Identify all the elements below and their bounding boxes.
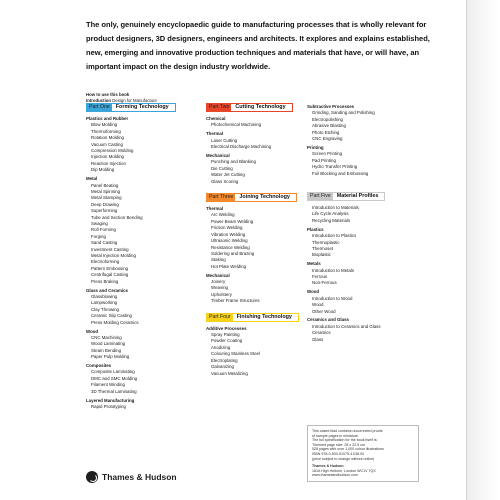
part-two-header [206,103,302,112]
section-heading: Metals [307,261,321,267]
process-list-item: Press Molding Ceramics [91,319,139,325]
process-list-item: Lampworking [91,300,118,306]
process-list-item: CNC Engraving [312,136,343,142]
process-list-item: Staking [211,257,226,263]
part-two-title: Cutting Technology [231,103,292,112]
page-edge [466,0,500,500]
process-list-item: Colouring Stainless Steel [211,351,261,357]
process-list-item: Ceramic Slip Casting [91,313,132,319]
process-list-item: Introduction to Wood [312,295,353,301]
process-list-item: Other Wood [312,308,336,314]
process-list-item: Weaving [211,285,229,291]
process-list-item: Power Beam Welding [211,218,254,224]
process-list-item: Metal Spinning [91,188,121,194]
section-heading: Mechanical [206,153,230,159]
info-box [307,425,419,482]
process-list-item: Abrasive Blasting [312,123,346,129]
process-list-item: Arc Welding [211,212,235,218]
logo-text: Thames & Hudson [102,472,177,482]
process-list-item: Wood [312,302,324,308]
process-list-item: Friction Welding [211,225,243,231]
process-list-item: Die Cutting [211,165,233,171]
process-list-item: Introduction to Ceramics and Glass [312,323,381,329]
process-list-item: Punching and Blanking [211,159,256,165]
info-line: of sample pages in miniature. [312,433,359,438]
process-list-item: Investment Casting [91,246,129,252]
section-heading: Subtractive Processes [307,104,355,109]
process-list-item: CNC Machining [91,334,122,340]
process-list-item: 3D Thermal Laminating [91,388,137,394]
forming-list [86,116,198,410]
info-line: This cased blad contains uncorrected proofs [312,429,383,433]
process-list-item: Glass Scoring [211,178,239,184]
section-heading: Additive Processes [206,325,247,331]
process-list-item: Hydro Transfer Printing [312,164,358,170]
process-list-item: Galvanizing [211,364,234,370]
process-list-item: Life Cycle Analysis [312,211,349,217]
process-list-item: Rapid Prototyping [91,403,126,409]
process-list-item: Vacuum Casting [91,141,123,147]
finishing-list [206,326,302,377]
section-heading: Printing [307,144,324,150]
process-list-item: Bioplastic [312,252,331,258]
process-list-item: Photochemical Machining [211,122,262,128]
process-list-item: Deep Drawing [91,201,119,207]
process-list-item: Vacuum Metalizing [211,370,248,376]
process-list-item: Superforming [91,208,118,214]
info-line: (price subject to change without notice) [312,456,375,461]
process-list-item: Compression Molding [91,148,134,154]
publisher-website: www.thamesandhudson.com [312,473,358,478]
process-list-item: Dip Molding [91,167,115,173]
process-list-item: Introduction to Metals [312,267,354,273]
section-heading: Plastics [307,226,324,232]
process-list-item: Electroforming [91,259,120,265]
process-list-item: Glass [312,336,324,342]
process-list-item: Injection Molding [91,154,124,160]
section-heading: Ceramics and Glass [307,317,349,323]
process-list-item: Rotation Molding [91,135,124,141]
process-list-item: Electrical Discharge Machining [211,144,272,150]
part-five-header [307,192,419,201]
part-four-number: Part Four [206,313,233,322]
process-list-item: Electroplating [211,357,238,363]
section-heading: Thermal [206,131,224,137]
dolphin-logo-icon [86,471,98,483]
process-list-item: Wood Laminating [91,341,126,347]
how-to-title: How to use this book [86,92,130,97]
part-one-number: Part One [86,103,112,112]
process-list-item: Glassblowing [91,293,118,299]
process-list-item: Paper Pulp Molding [91,354,130,360]
section-heading: Plastics and Rubber [86,116,129,121]
process-list-item: Ceramics [312,330,331,336]
part-three-title: Joining Technology [235,193,297,202]
section-heading: Layered Manufacturing [86,397,135,403]
process-list-item: Steam Bending [91,347,122,353]
process-list-item: Vibration Welding [211,231,246,237]
process-list-item: Blow Molding [91,122,118,128]
process-list-item: Electropolishing [312,116,343,122]
section-heading: Wood [86,328,99,334]
info-line: ISBN 978-0-500-51075-4 £38.00 [312,451,365,456]
part-five-number: Part Five [307,192,333,201]
process-list-item: Centrifugal Casting [91,272,129,278]
process-list-item: Timber Frame Structures [211,298,260,304]
column-two [206,103,302,377]
process-list-item: Swaging [91,221,108,226]
process-list-item: Water Jet Cutting [211,172,245,178]
section-heading: Chemical [206,116,226,121]
materials-list [307,205,419,343]
part-three-number: Part Three [206,193,235,202]
process-list-item: Metal Injection Molding [91,253,136,259]
process-list-item: DMC and SMC Molding [91,375,138,381]
info-lines [312,429,414,461]
how-to-intro-label: Introduction [86,98,112,103]
joining-list [206,206,302,305]
process-list-item: Forging [91,233,106,239]
info-line: 528 pages with over 1,000 colour illustrations [312,447,384,452]
section-heading: Metal [86,176,98,182]
process-list-item: Tube and Section Bending [91,214,143,220]
process-list-item: Sand Casting [91,240,118,246]
process-list-item: Ultrasonic Welding [211,238,248,244]
publisher-name: Thames & Hudson [312,464,344,469]
process-list-item: Upholstery [211,291,232,297]
part-four-header [206,313,302,322]
cutting-list [206,116,302,185]
part-two-number: Part Two [206,103,231,112]
section-heading: Mechanical [206,272,230,278]
column-three [307,104,419,343]
process-list-item: Panel Beating [91,182,119,188]
process-list-item: Soldering and Brazing [211,250,255,256]
column-one [86,103,198,410]
process-list-item: Hot Plate Welding [211,263,247,269]
process-list-item: Introduction to Plastics [312,233,357,239]
part-three-header [206,193,302,202]
publisher-logo [86,471,177,483]
process-list-item: Composite Laminating [91,369,135,375]
process-list-item: Pad Printing [312,157,336,163]
process-list-item: Thermoset [312,245,333,251]
finishing-continued-list [307,104,419,177]
process-list-item: Resistance Welding [211,244,250,250]
section-heading: Glass and Ceramics [86,287,128,293]
process-list-item: Clay Throwing [91,306,119,312]
process-list-item: Screen Printing [312,151,343,157]
process-list-item: Pattern Embossing [91,265,129,271]
process-list-item: Spray Painting [211,332,240,338]
process-list-item: Ferrous [312,274,328,280]
process-list-item: Anodizing [211,344,231,350]
process-list-item: Foil Blocking and Embossing [312,170,369,176]
process-list-item: Introduction to Materials [312,204,359,210]
process-list-item: Filament Winding [91,382,125,388]
process-list-item: Grinding, Sanding and Polishing [312,110,375,116]
part-four-title: Finishing Technology [233,313,299,322]
process-list-item: Thermoforming [91,128,121,134]
publisher-address: 181A High Holborn, London WC1V 7QX [312,468,376,473]
process-list-item: Thermoplastic [312,239,340,245]
part-five-title: Material Profiles [333,192,386,201]
section-heading: Composites [86,363,112,369]
process-list-item: Reaction Injection [91,160,126,166]
part-one-header [86,103,198,112]
process-list-item: Powder Coating [211,338,243,344]
process-list-item: Laser Cutting [211,137,238,143]
section-heading: Wood [307,289,320,295]
process-list-item: Recycling Materials [312,217,351,223]
process-list-item: Metal Stamping [91,195,122,201]
process-list-item: Photo Etching [312,129,340,135]
process-list-item: Joinery [211,279,226,285]
info-line: Trimmed page size: 28 x 22.5 cm [312,442,365,447]
part-one-title: Forming Technology [112,103,176,112]
section-heading: Thermal [206,206,224,212]
process-list-item: Press Braking [91,278,119,284]
intro-paragraph: The only, genuinely encyclopaedic guide to manufacturing processes that is wholly relevant for product designers, 3D designers, engineers and architects. It explores and explains established, new, emerging and innovative production techniques and materials that have, or will have, an important impact on the design industry worldwide. [86,20,430,71]
process-list-item: Non-Ferrous [312,280,337,286]
process-list-item: Roll Forming [91,227,116,233]
info-line: The full specification for the book itself is: [312,438,378,443]
how-to-intro-text: Design for Manufacture [112,98,157,103]
